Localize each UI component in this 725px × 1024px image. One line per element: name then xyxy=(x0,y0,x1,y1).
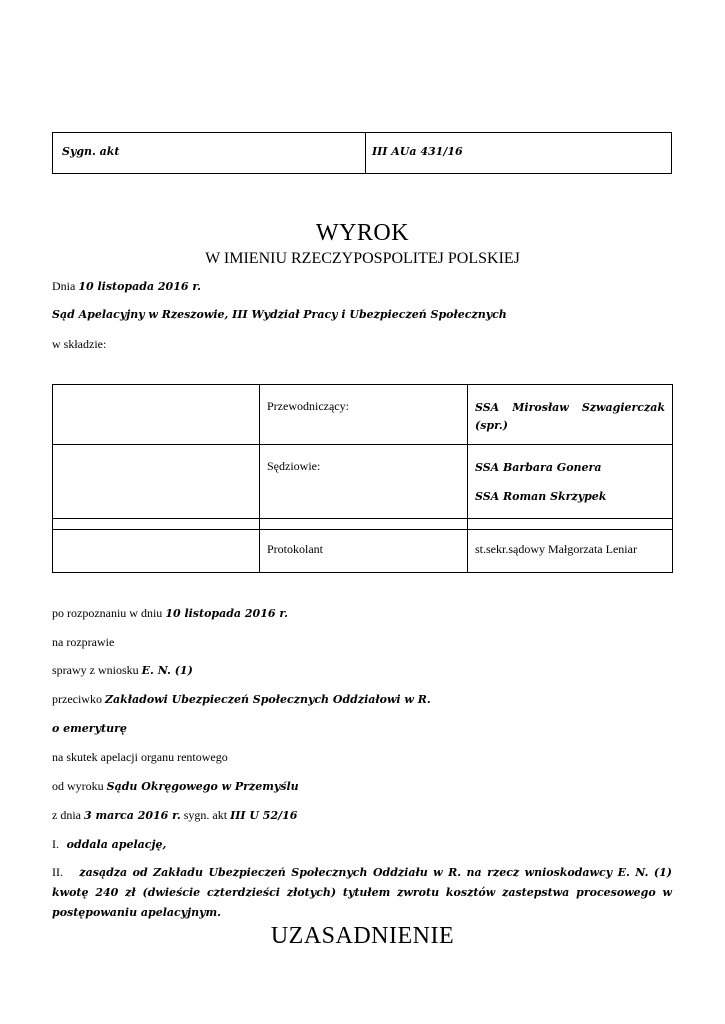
composition-row-chair xyxy=(53,385,673,445)
judge-name: SSA Barbara Gonera xyxy=(475,461,602,474)
empty-cell xyxy=(53,385,260,445)
lower-judgment-sygn-prefix: sygn. akt xyxy=(180,808,231,822)
respondent-line xyxy=(52,692,431,707)
applicant-prefix: sprawy z wniosku xyxy=(52,663,142,677)
composition-intro: w składzie: xyxy=(52,337,107,351)
clerk-name: st.sekr.sądowy Małgorzata Leniar xyxy=(475,542,637,556)
judgment-date: 10 listopada 2016 r. xyxy=(78,280,201,293)
judges-names-cell xyxy=(468,445,673,519)
signature-value: III AUa 431/16 xyxy=(372,145,463,158)
appeal-line: na skutek apelacji organu rentowego xyxy=(52,750,228,764)
case-signature-box xyxy=(52,132,672,174)
composition-row-clerk xyxy=(53,530,673,573)
clerk-name-cell xyxy=(468,530,673,573)
lower-judgment-line xyxy=(52,808,297,823)
date-prefix: Dnia xyxy=(52,279,79,293)
composition-row-judges xyxy=(53,445,673,519)
composition-row-spacer xyxy=(53,519,673,530)
ruling-point-number: I. xyxy=(52,837,59,851)
applicant-line xyxy=(52,663,193,678)
court-composition-table xyxy=(52,384,673,573)
ruling-point-text: zasądza od Zakładu Ubezpieczeń Społecznych Oddziału w R. na rzecz wnioskodawcy E. N. (1) kwotę 240 zł (dwieście czterdzieści złotych) tytułem zwrotu kosztów zastepstwa procesowego w postępowaniu apelacyjnym. xyxy=(52,866,672,919)
respondent-name: Zakładowi Ubezpieczeń Społecznych Oddziałowi w R. xyxy=(104,693,431,706)
court-name: Sąd Apelacyjny w Rzeszowie, III Wydział Pracy i Ubezpieczeń Społecznych xyxy=(52,308,507,321)
judge-name: SSA Roman Skrzypek xyxy=(475,490,607,503)
hearing-date-line xyxy=(52,606,288,621)
lower-judgment-date: 3 marca 2016 r. xyxy=(84,809,181,822)
respondent-prefix: przeciwko xyxy=(52,692,105,706)
chair-role-cell xyxy=(260,385,468,445)
justification-title: UZASADNIENIE xyxy=(270,923,455,949)
signature-label: Sygn. akt xyxy=(53,133,366,173)
hearing-date-prefix: po rozpoznaniu w dniu xyxy=(52,606,166,620)
applicant-name: E. N. (1) xyxy=(141,664,193,677)
ruling-point-1 xyxy=(52,834,672,855)
empty-cell xyxy=(53,445,260,519)
judgment-subtitle: W IMIENIU RZECZYPOSPOLITEJ POLSKIEJ xyxy=(205,250,520,267)
empty-cell xyxy=(260,519,468,530)
empty-cell xyxy=(468,519,673,530)
clerk-role-cell xyxy=(260,530,468,573)
judgment-title: WYROK xyxy=(315,220,410,246)
lower-judgment-sygn: III U 52/16 xyxy=(230,809,298,822)
empty-cell xyxy=(53,530,260,573)
clerk-role: Protokolant xyxy=(267,542,323,556)
lower-court-line xyxy=(52,779,299,794)
chair-name-cell xyxy=(468,385,673,445)
ruling-point-number: II. xyxy=(52,865,63,879)
empty-cell xyxy=(53,519,260,530)
case-subject: o emeryturę xyxy=(52,722,127,735)
chair-name: SSA Mirosław Szwagierczak (spr.) xyxy=(475,401,665,432)
lower-court-name: Sądu Okręgowego w Przemyślu xyxy=(106,780,299,793)
case-subject-line xyxy=(52,721,127,736)
ruling-point-text: oddala apelację, xyxy=(66,838,167,851)
judgment-date-line xyxy=(52,279,201,294)
lower-judgment-prefix: z dnia xyxy=(52,808,84,822)
judges-role: Sędziowie: xyxy=(267,459,321,473)
chair-role: Przewodniczący: xyxy=(267,399,349,413)
judges-role-cell xyxy=(260,445,468,519)
hearing-date: 10 listopada 2016 r. xyxy=(165,607,288,620)
hearing-type-line: na rozprawie xyxy=(52,635,115,649)
ruling-point-2 xyxy=(52,862,672,923)
lower-court-prefix: od wyroku xyxy=(52,779,107,793)
court-name-line xyxy=(52,307,507,322)
